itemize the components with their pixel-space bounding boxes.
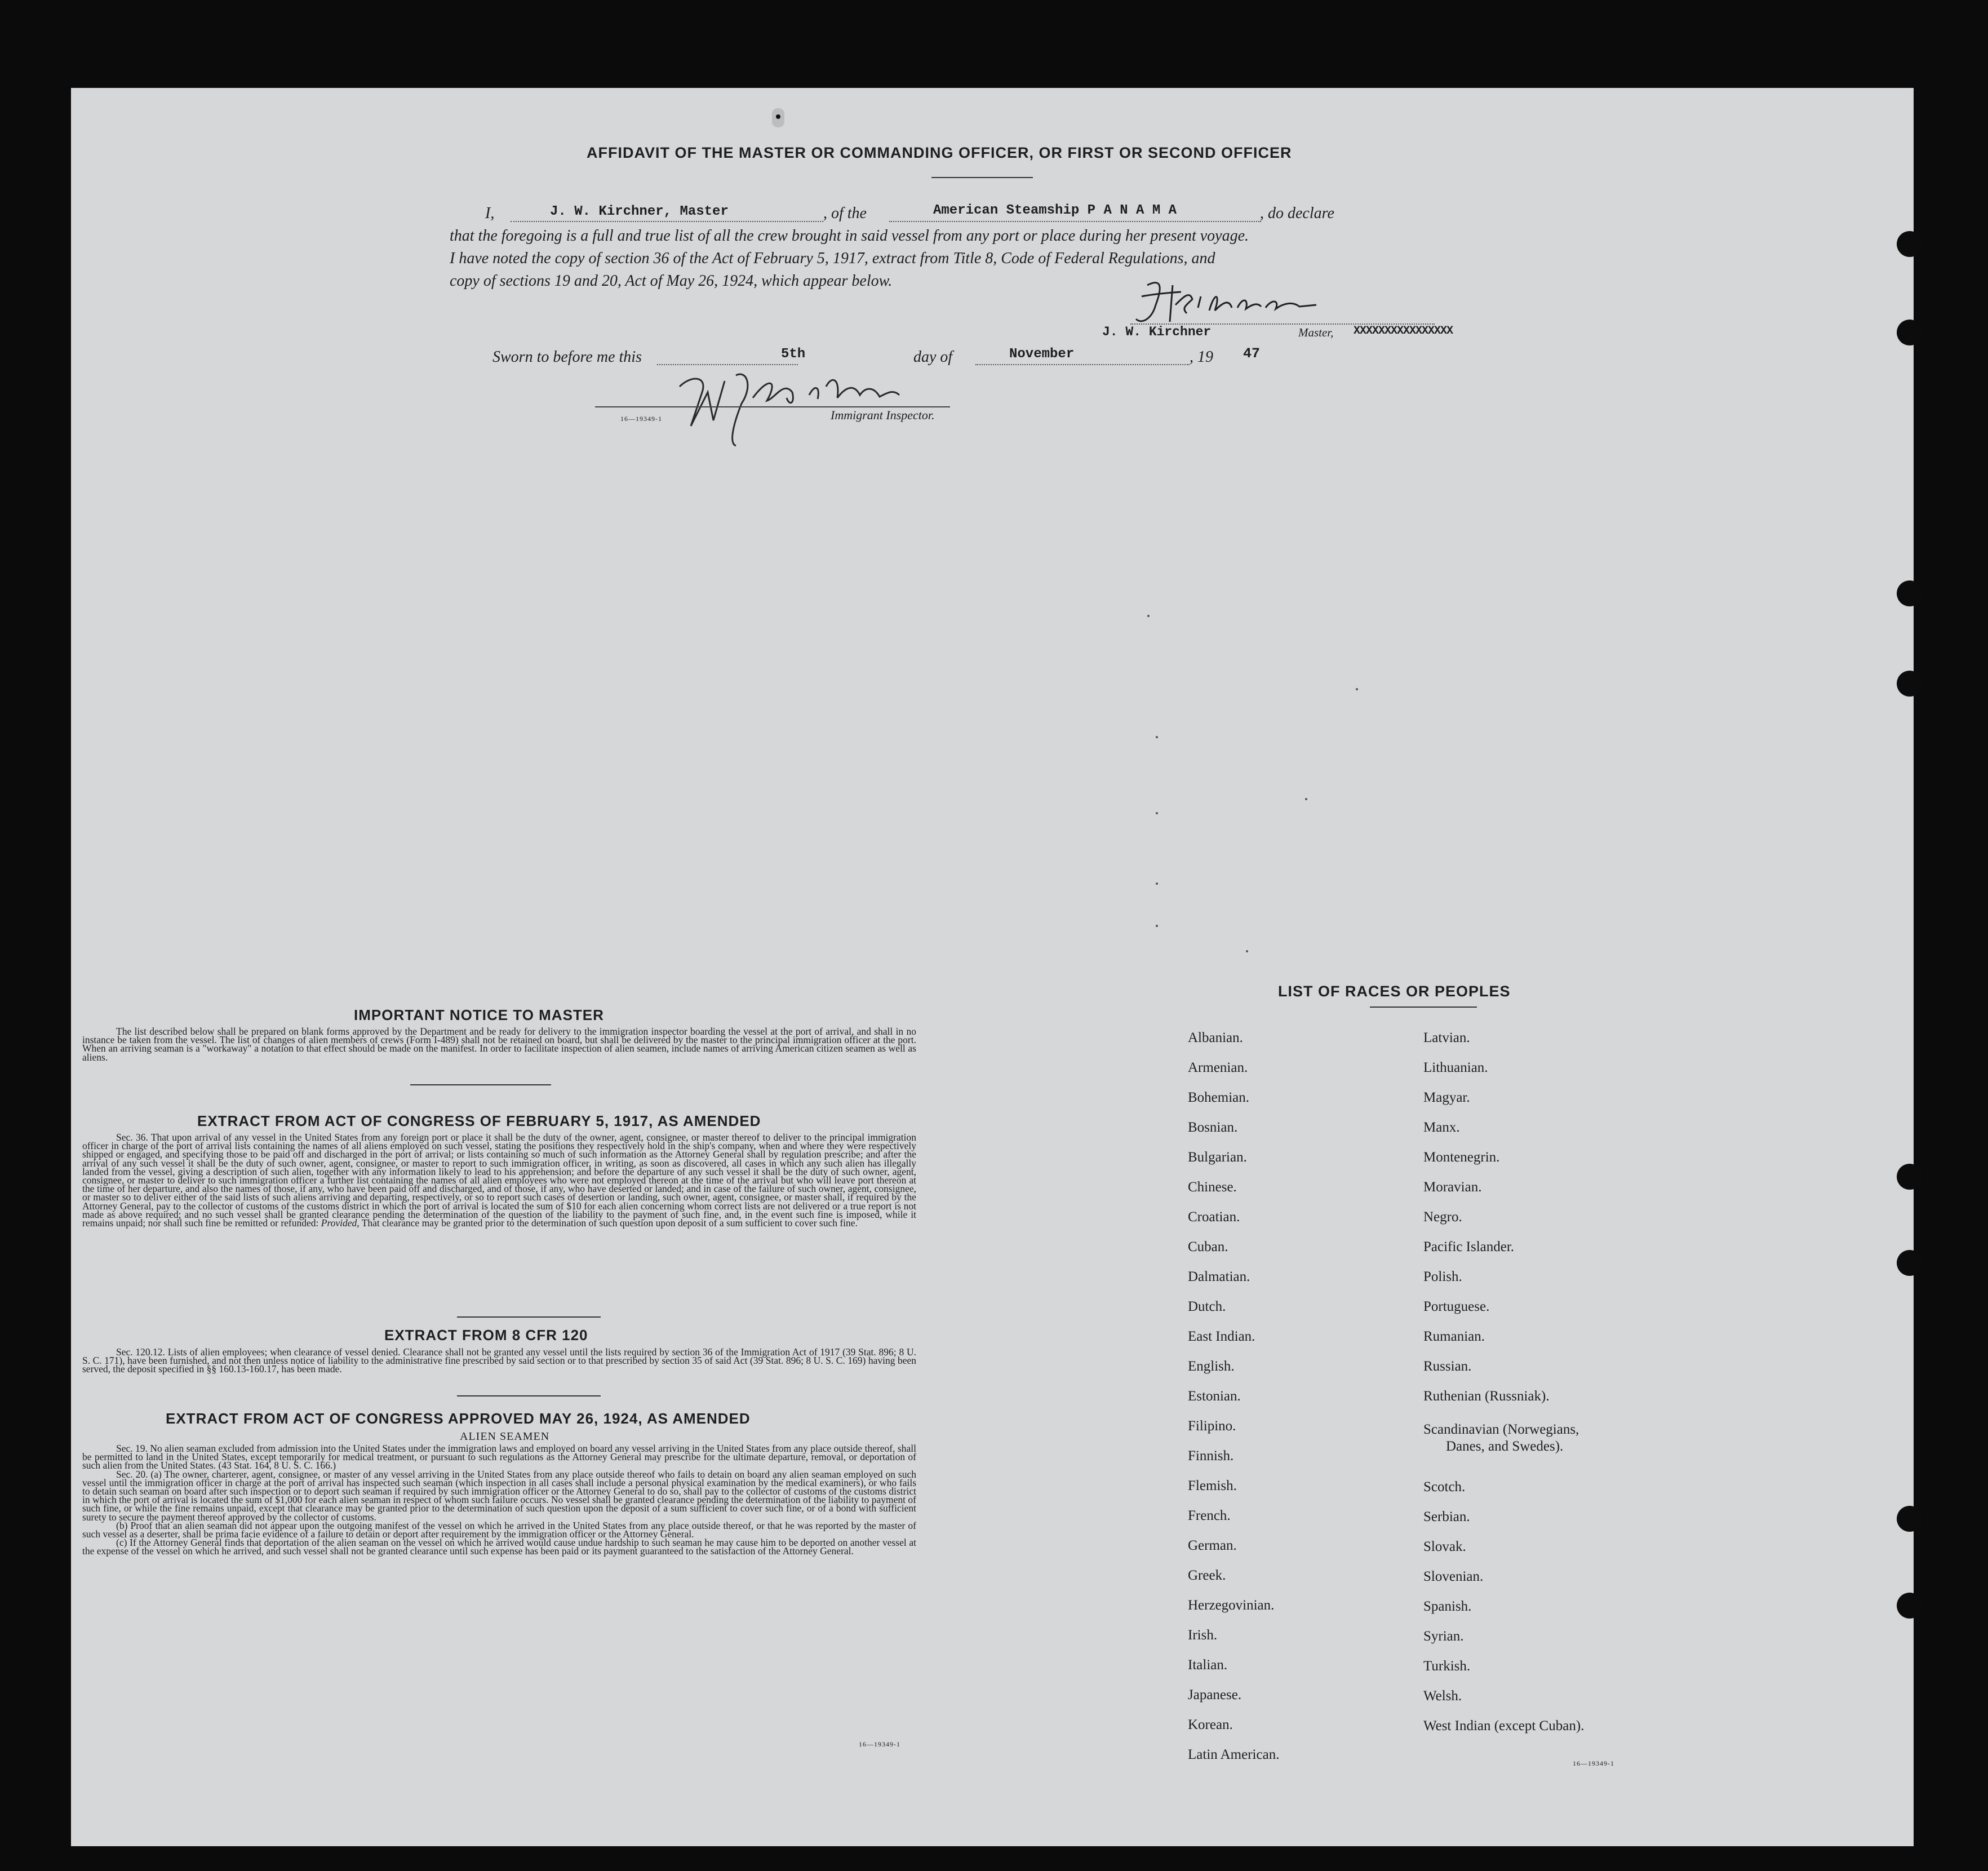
binder-hole <box>1897 1250 1923 1276</box>
sec-19-text: No alien seaman excluded from admission into the United States under the immigration laws and employed on board any vessel arriving in the United States from any place outside thereof, shall be permitted to land in the United States, except temporarily for medical treatment, or pursuant to such regulations as the Attorney General may prescribe for the ultimate departure, removal, or deportation of such alien from the United States. (43 Stat. 164, 8 U. S. C. 166.) <box>82 1443 916 1471</box>
race-item: Pacific Islander. <box>1423 1239 1515 1254</box>
speck <box>1147 615 1150 617</box>
race-item: German. <box>1188 1538 1237 1553</box>
sec-36-text: That upon arrival of any vessel in the United States from any foreign port or place it shall be the duty of the owner, agent, consignee, or master thereof to deliver to the principal immigration officer in charge of the port of arrival lists containing the names of all aliens employed on such vessel, stating the positions they respectively hold in the ship's company, when and where they were respectively shipped or engaged, and specifying those to be paid off and discharged in the port of arrival; or lists containing so much of such information as the Attorney General shall by regulation prescribe; and after the arrival of any such vessel it shall be the duty of such owner, agent, consignee, or master to report to such immigration officer, in writing, as soon as discovered, all cases in which any such alien has illegally landed from the vessel, giving a description of such alien, together with any information likely to lead to his apprehension; and before the departure of any such vessel it shall be the duty of such owner, agent, consignee, or master to deliver to such immigration officer a further list containing the names of all alien employees who were not employed thereon at the time of the arrival but who will leave port thereon at the time of her departure, and also the names of those, if any, who have been paid off and discharged, and of those, if any, who have deserted or landed; and in case of the failure of such owner, agent, consignee, or master so to deliver either of the said lists of such aliens arriving and departing, respectively, or so to report such cases of desertion or landing, such owner, agent, consignee, or master shall, if required by the Attorney General, pay to the collector of customs of the customs district in which the port of arrival is located the sum of $10 for each alien concerning whom correct lists are not delivered or a true report is not made as above required; and no such vessel shall be granted clearance pending the determination of the question of the liability to the payment of such fine, and, in the event such fine is imposed, while it remains unpaid; nor shall such fine be remitted or refunded: <box>82 1132 916 1229</box>
sworn-label: Sworn to before me this <box>492 348 642 366</box>
race-item: Chinese. <box>1188 1180 1237 1195</box>
year-value: 47 <box>1243 345 1261 362</box>
binder-hole <box>1897 671 1923 697</box>
race-item: Scandinavian (Norwegians, <box>1423 1422 1579 1437</box>
race-item: Syrian. <box>1423 1629 1464 1644</box>
speck <box>1156 925 1158 927</box>
race-item: Italian. <box>1188 1657 1228 1673</box>
race-item: Montenegrin. <box>1423 1150 1500 1165</box>
form-number-races: 16—19349-1 <box>1573 1759 1614 1767</box>
race-item: Ruthenian (Russniak). <box>1423 1389 1550 1404</box>
proviso-label: Provided, <box>321 1217 360 1229</box>
speck <box>1356 688 1358 690</box>
speck <box>1156 812 1158 814</box>
notice-title: IMPORTANT NOTICE TO MASTER <box>354 1007 604 1023</box>
notice-text <box>82 1027 916 1062</box>
form-number-extract: 16—19349-1 <box>859 1740 900 1748</box>
speck <box>1156 883 1158 885</box>
race-item: Magyar. <box>1423 1090 1470 1105</box>
alien-seamen-subtitle: ALIEN SEAMEN <box>460 1430 550 1443</box>
affidavit-title-rule <box>931 177 1033 178</box>
race-item: Latin American. <box>1188 1747 1280 1762</box>
races-title: LIST OF RACES OR PEOPLES <box>1278 983 1511 1000</box>
binder-hole <box>1897 1593 1923 1619</box>
section-rule <box>410 1084 551 1085</box>
race-item: East Indian. <box>1188 1329 1255 1344</box>
cfr-sec-text: Lists of alien employees; when clearance of vessel denied. Clearance shall not be granted any vessel until the lists required by section 36 of the Immigration Act of 1917 (39 Stat. 896; 8 U. S. C. 171), have been furnished, and not then unless notice of liability to the administrative fine prescribed by said section or to that prescribed by section 35 of said Act (39 Stat. 896; 8 U. S. C. 169) having been served, the deposit specified in §§ 160.13-160.17, has been made. <box>82 1346 916 1375</box>
cfr-text <box>82 1348 916 1374</box>
race-item: Scotch. <box>1423 1479 1466 1495</box>
section-rule <box>457 1395 601 1396</box>
binder-hole <box>1897 1506 1923 1532</box>
race-item: Serbian. <box>1423 1509 1470 1524</box>
race-item: Japanese. <box>1188 1687 1242 1702</box>
race-item: Croatian. <box>1188 1209 1240 1225</box>
affidavit-i: I, <box>485 205 495 222</box>
race-item: Herzegovinian. <box>1188 1598 1275 1613</box>
race-item: Russian. <box>1423 1359 1472 1374</box>
race-item: English. <box>1188 1359 1235 1374</box>
binder-hole <box>1897 1164 1923 1190</box>
race-item: Dalmatian. <box>1188 1269 1250 1284</box>
race-item: Armenian. <box>1188 1060 1248 1075</box>
punch-mark-dot <box>776 114 780 119</box>
typed-signer: J. W. Kirchner <box>1102 325 1212 339</box>
extract-1924-text <box>82 1444 916 1556</box>
races-title-rule <box>1370 1007 1477 1008</box>
sec-19-paragraph <box>82 1444 916 1470</box>
race-item: Greek. <box>1188 1568 1226 1583</box>
extract-1917-text <box>82 1133 916 1227</box>
inspector-signature-line <box>595 406 950 407</box>
race-item: West Indian (except Cuban). <box>1423 1718 1585 1733</box>
speck <box>1246 950 1248 952</box>
race-item: Welsh. <box>1423 1688 1462 1704</box>
race-item: Irish. <box>1188 1628 1218 1643</box>
inspector-signature <box>657 353 1023 449</box>
race-item: Slovak. <box>1423 1539 1466 1554</box>
affidavit-line-4: copy of sections 19 and 20, Act of May 26, 1924, which appear below. <box>450 272 893 290</box>
race-item: Bosnian. <box>1188 1120 1238 1135</box>
sec-20b-text: (b) Proof that an alien seaman did not appear upon the outgoing manifest of the vessel on which he arrived in the United States from any place outside thereof, or that he was reported by the master of such vessel as a deserter, shall be prima facie evidence of a failure to detain or deport after requirement by the immigration officer or the Attorney General. <box>82 1519 916 1540</box>
affidavit-line-2: that the foregoing is a full and true list of all the crew brought in said vessel from any port or place during her present voyage. <box>450 227 1249 245</box>
day-value: 5th <box>781 347 806 362</box>
affidavit-title: AFFIDAVIT OF THE MASTER OR COMMANDING OFFICER, OR FIRST OR SECOND OFFICER <box>587 144 1292 161</box>
race-item: Manx. <box>1423 1120 1460 1135</box>
race-item: Estonian. <box>1188 1389 1241 1404</box>
struck-title: XXXXXXXXXXXXXXXX <box>1354 325 1453 338</box>
race-item: Spanish. <box>1423 1599 1472 1614</box>
binder-hole <box>1897 320 1923 345</box>
race-item: Turkish. <box>1423 1659 1471 1674</box>
affidavit-line-3: I have noted the copy of section 36 of the Act of February 5, 1917, extract from Title 8, Code of Federal Regulations, and <box>450 250 1215 267</box>
race-item: French. <box>1188 1508 1231 1523</box>
cfr-sec-label: Sec. 120.12. <box>116 1346 165 1358</box>
binder-hole <box>1897 580 1923 606</box>
race-item: Albanian. <box>1188 1030 1243 1045</box>
race-item: Polish. <box>1423 1269 1462 1284</box>
race-item: Dutch. <box>1188 1299 1226 1314</box>
day-of-label: day of <box>913 348 953 366</box>
document-page <box>71 88 1914 1846</box>
extract-1917-title: EXTRACT FROM ACT OF CONGRESS OF FEBRUARY 5, 1917, AS AMENDED <box>197 1112 761 1129</box>
vessel-value: American Steamship P A N A M A <box>933 203 1177 218</box>
cfr-paragraph <box>82 1348 916 1374</box>
proviso-text: That clearance may be granted prior to the determination of such question upon deposit of a sum sufficient to cover such fine. <box>361 1217 858 1229</box>
cfr-title: EXTRACT FROM 8 CFR 120 <box>384 1327 588 1344</box>
sec-20-label: Sec. 20. <box>116 1468 148 1480</box>
sec-20a-text: (a) The owner, charterer, agent, consignee, or master of any vessel arriving in the United States from any place outside thereof who fails to detain on board any alien seaman employed on such vessel until the immigration officer in charge at the port of arrival has inspected such seaman (which inspection in all cases shall include a personal physical examination by the medical examiners), or who fails to detain such seaman on board after such inspection or to deport such seaman if required by such immigration officer or the Attorney General to do so, shall pay to the collector of customs of the customs district in which the port of arrival is located the sum of $1,000 for each alien seaman in respect of whom such failure occurs. No vessel shall be granted clearance pending the determination of the liability to payment of such fine, or while the fine remains unpaid, except that clearance may be granted prior to the determination of such question upon the deposit of a sum sufficient to cover such fine, or of a bond with sufficient surety to secure the payment thereof approved by the collector of customs. <box>82 1468 916 1523</box>
speck <box>1156 736 1158 738</box>
extract-1917-paragraph <box>82 1133 916 1227</box>
race-item: Bulgarian. <box>1188 1150 1247 1165</box>
binder-hole <box>1897 231 1923 257</box>
race-item: Flemish. <box>1188 1478 1237 1493</box>
race-item: Lithuanian. <box>1423 1060 1488 1075</box>
race-item: Latvian. <box>1423 1030 1470 1045</box>
master-name-line <box>511 221 823 222</box>
sec-19-label: Sec. 19. <box>116 1443 148 1454</box>
sec-20a-paragraph <box>82 1470 916 1522</box>
race-item: Korean. <box>1188 1717 1233 1732</box>
sec-20c-paragraph <box>82 1539 916 1555</box>
speck <box>1305 798 1307 800</box>
race-item: Slovenian. <box>1423 1569 1484 1584</box>
race-item: Filipino. <box>1188 1418 1236 1434</box>
notice-paragraph: The list described below shall be prepared on blank forms approved by the Department and be ready for delivery to the immigration inspector boarding the vessel at the port of arrival, and shall in no instance be taken from the vessel. The list of changes of alien members of crews (Form I-489) shall not be retained on board, but shall be delivered by the master to the principal immigration officer at the port. When an arriving seaman is a "workaway" a notation to that effect should be made on the manifest. In order to facilitate inspection of alien seamen, include names of arriving American citizen seamen as well as aliens. <box>82 1026 916 1063</box>
race-item: Finnish. <box>1188 1448 1234 1464</box>
race-item: Negro. <box>1423 1209 1462 1225</box>
section-rule <box>457 1316 601 1318</box>
do-declare-label: , do declare <box>1260 205 1334 222</box>
inspector-label: Immigrant Inspector. <box>831 408 935 422</box>
master-label: Master, <box>1298 326 1334 339</box>
form-number-affidavit: 16—19349-1 <box>620 415 662 423</box>
sec-20c-text: (c) If the Attorney General finds that deportation of the alien seaman on the vessel on which he arrived would cause undue hardship to such seaman he may cause him to be deported on another vessel at the expense of the vessel on which he arrived, and such vessel shall not be granted clearance until such expense has been paid or its payment guaranteed to the satisfaction of the Attorney General. <box>82 1537 916 1557</box>
race-item: Bohemian. <box>1188 1090 1250 1105</box>
race-item: Portuguese. <box>1423 1299 1490 1314</box>
year-prefix: , 19 <box>1190 348 1213 366</box>
sec-36-label: Sec. 36. <box>116 1132 148 1143</box>
of-the-label: , of the <box>823 205 867 222</box>
race-item: Danes, and Swedes). <box>1446 1439 1564 1454</box>
race-item: Cuban. <box>1188 1239 1228 1254</box>
vessel-line <box>889 221 1261 222</box>
sec-20b-paragraph <box>82 1519 916 1540</box>
race-item: Rumanian. <box>1423 1329 1485 1344</box>
extract-1924-title: EXTRACT FROM ACT OF CONGRESS APPROVED MAY 26, 1924, AS AMENDED <box>166 1410 751 1427</box>
master-name-value: J. W. Kirchner, Master <box>550 204 729 219</box>
month-value: November <box>1009 347 1075 362</box>
race-item: Moravian. <box>1423 1180 1482 1195</box>
